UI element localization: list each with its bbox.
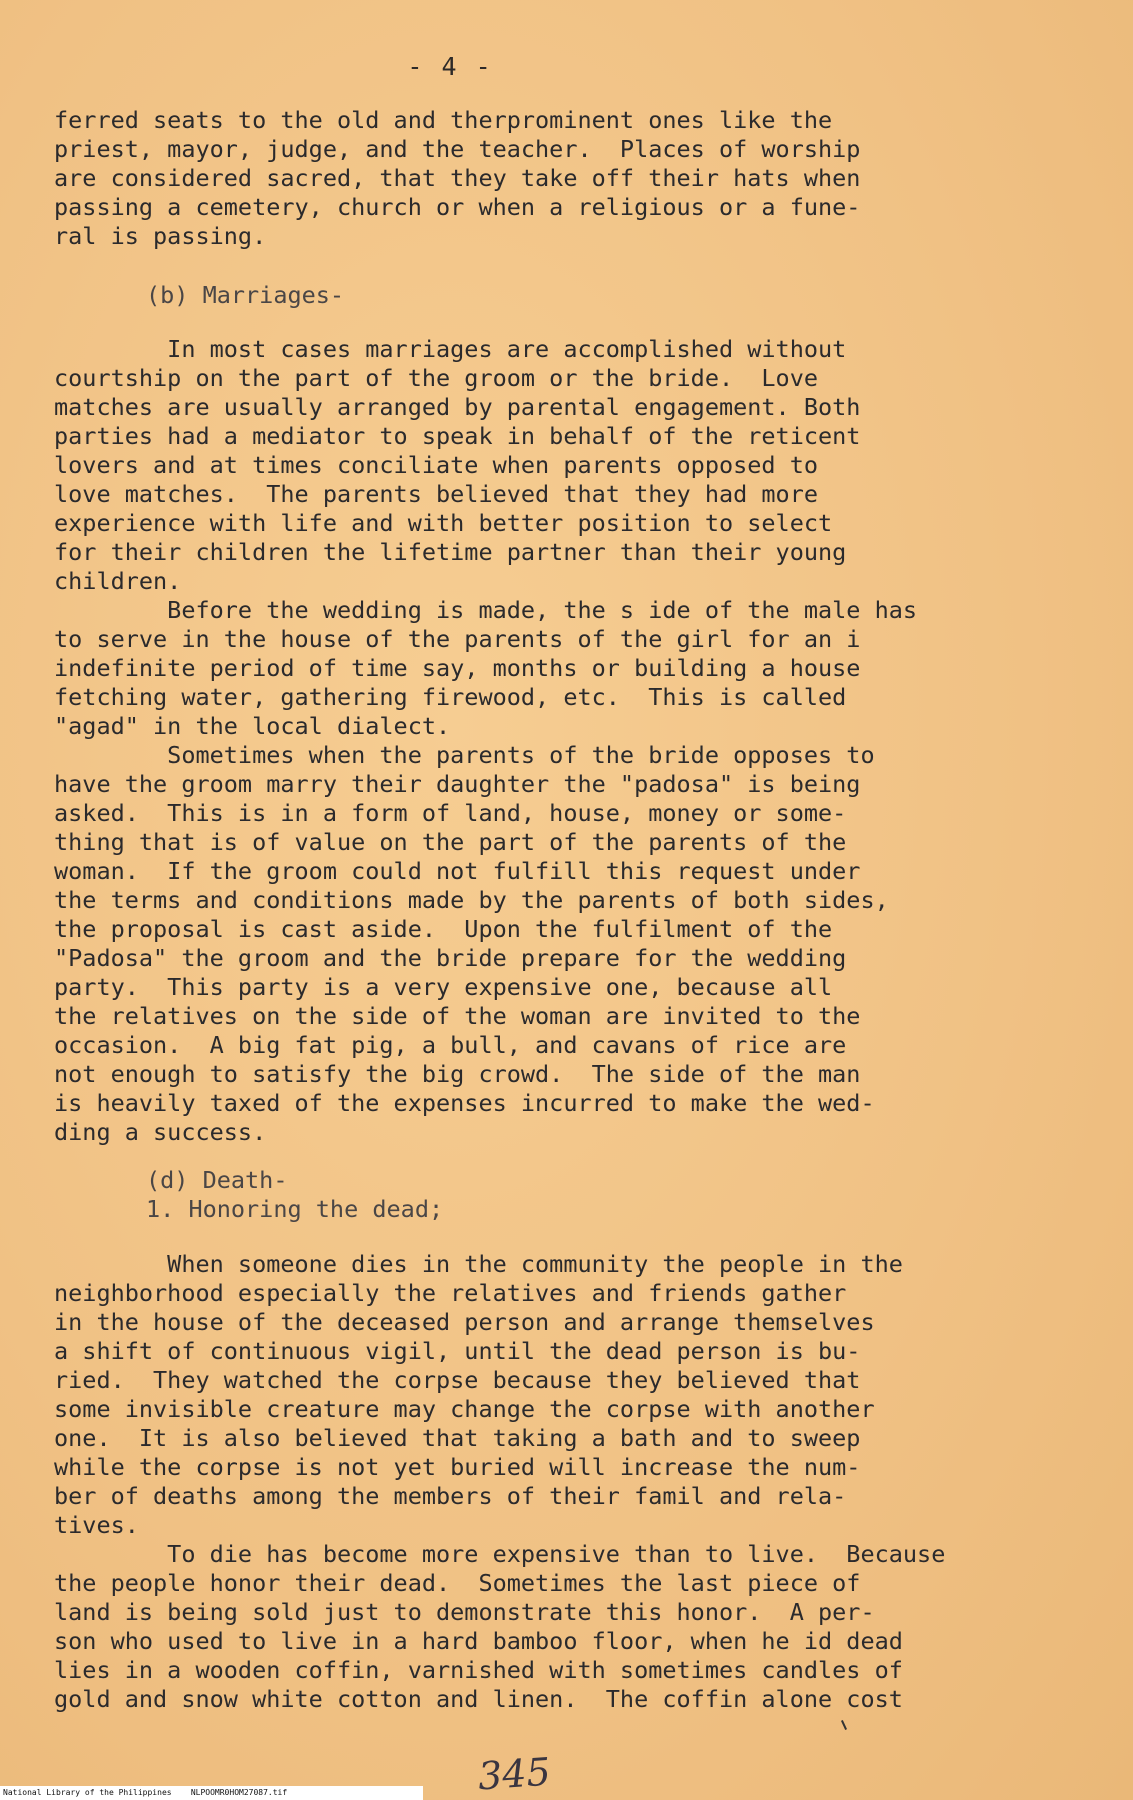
ink-mark [841, 1720, 847, 1730]
death-heading: (d) Death- 1. Honoring the dead; [146, 1166, 444, 1223]
handwritten-page-number: 345 [476, 1749, 552, 1799]
death-paragraph: When someone dies in the community the people in the neighborhood especially the relatives and friends gather in the house of the deceased person and arrange themselves a shift of continuous vigil, until the dead person is bu- ried. They watched the corpse because they believed that some invisible creature may change the corpse with another one. It is also believed that taking a bath and to sweep while the corpse is not yet buried will increase the num- ber of deaths among the members of their famil and rela- tives. To die has become more expensive than to live. Because the people honor their dead. Sometimes the last piece of land is being sold just to demonstrate this honor. A per- son who used to live in a hard bamboo floor, when he id dead lies in a wooden coffin, varnished with sometimes candles of gold and snow white cotton and linen. The coffin alone cost [54, 1250, 946, 1713]
intro-paragraph: ferred seats to the old and therprominent ones like the priest, mayor, judge, and the teacher. Places of worship are considered sacred, that they take off their hats when passing a cemetery, church or when a religious or a fune- ral is passing. [54, 106, 861, 250]
marriages-paragraph: In most cases marriages are accomplished without courtship on the part of the groom or the bride. Love matches are usually arranged by parental engagement. Both parties had a mediator to speak in behalf of the reticent lovers and at times conciliate when parents opposed to love matches. The parents believed that they had more experience with life and with better position to select for their children the lifetime partner than their young children. Before the wedding is made, the s ide of the male has to serve in the house of the parents of the girl for an i indefinite period of time say, months or building a house fetching water, gathering firewood, etc. This is called "agad" in the local dialect. Sometimes when the parents of the bride opposes to have the groom marry their daughter the "padosa" is being asked. This is in a form of land, house, money or some- thing that is of value on the part of the parents of the woman. If the groom could not fulfill this request under the terms and conditions made by the parents of both sides, the proposal is cast aside. Upon the fulfilment of the "Padosa" the groom and the bride prepare for the wedding party. This party is a very expensive one, because all the relatives on the side of the woman are invited to the occasion. A big fat pig, a bull, and cavans of rice are not enough to satisfy the big crowd. The side of the man is heavily taxed of the expenses incurred to make the wed- ding a success. [54, 335, 918, 1146]
page-number: - 4 - [407, 52, 493, 81]
archive-footer: National Library of the Philippines NLPOOMR0HOM27087.tif [0, 1786, 423, 1800]
marriages-heading: (b) Marriages- [146, 281, 345, 309]
